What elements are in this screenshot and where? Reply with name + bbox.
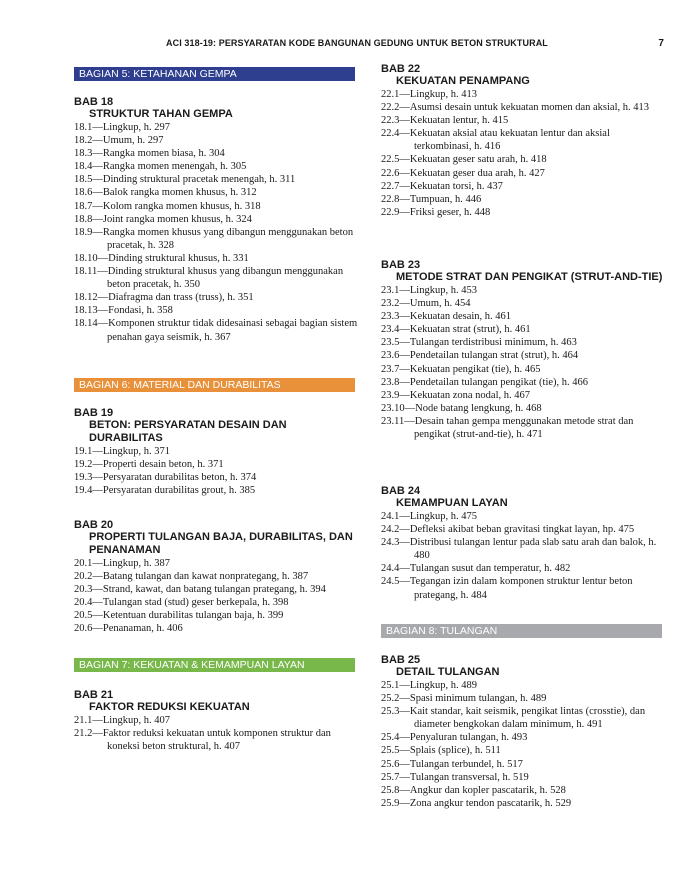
toc-entry[interactable]: 25.9—Zona angkur tendon pascatarik, h. 529 <box>381 797 572 809</box>
toc-entry[interactable]: 22.9—Friksi geser, h. 448 <box>381 206 491 218</box>
toc-list <box>381 679 666 810</box>
toc-list <box>381 88 666 219</box>
chapter-title: BETON: PERSYARATAN DESAIN DAN DURABILITAS <box>89 419 287 444</box>
section-header-part7: BAGIAN 7: KEKUATAN & KEMAMPUAN LAYAN <box>74 658 355 672</box>
toc-entry[interactable]: 25.6—Tulangan terbundel, h. 517 <box>381 758 523 770</box>
toc-list <box>74 445 359 497</box>
toc-entry[interactable]: 25.1—Lingkup, h. 489 <box>381 680 477 691</box>
toc-entry[interactable]: 23.11—Desain tahan gempa menggunakan metode strat dan pengikat (strut-and-tie), h. 471 <box>381 415 634 441</box>
toc-list <box>381 510 666 602</box>
toc-entry[interactable]: 21.1—Lingkup, h. 407 <box>74 715 170 726</box>
toc-entry[interactable]: 22.6—Kekuatan geser dua arah, h. 427 <box>381 167 545 179</box>
toc-entry[interactable]: 23.6—Pendetailan tulangan strat (strut), h. 464 <box>381 350 579 362</box>
toc-entry[interactable]: 22.2—Asumsi desain untuk kekuatan momen dan aksial, h. 413 <box>381 102 650 114</box>
toc-entry[interactable]: 23.5—Tulangan terdistribusi minimum, h. 463 <box>381 337 577 349</box>
toc-entry[interactable]: 25.3—Kait standar, kait seismik, pengikat lintas (crosstie), dan diameter bengkokan dalam minimum, h. 491 <box>381 706 646 731</box>
toc-entry[interactable]: 18.8—Joint rangka momen khusus, h. 324 <box>74 213 252 225</box>
chapter-19 <box>74 407 359 497</box>
chapter-number: BAB 22 <box>381 63 421 75</box>
chapter-22 <box>381 63 666 219</box>
toc-entry[interactable]: 18.12—Diafragma dan trass (truss), h. 351 <box>74 292 254 304</box>
chapter-number: BAB 21 <box>74 689 114 701</box>
toc-entry[interactable]: 22.1—Lingkup, h. 413 <box>381 89 477 100</box>
toc-entry[interactable]: 22.5—Kekuatan geser satu arah, h. 418 <box>381 154 547 166</box>
toc-entry[interactable]: 23.4—Kekuatan strat (strut), h. 461 <box>381 324 531 336</box>
section-header-part5: BAGIAN 5: KETAHANAN GEMPA <box>74 67 355 81</box>
toc-entry[interactable]: 20.4—Tulangan stad (stud) geser berkepala, h. 398 <box>74 597 289 609</box>
page-number: 7 <box>658 38 664 49</box>
chapter-23 <box>381 259 666 441</box>
toc-entry[interactable]: 22.8—Tumpuan, h. 446 <box>381 193 482 205</box>
toc-entry[interactable]: 25.5—Splais (splice), h. 511 <box>381 745 501 757</box>
chapter-number: BAB 19 <box>74 407 114 419</box>
chapter-title: DETAIL TULANGAN <box>396 666 500 678</box>
document-title: ACI 318-19: PERSYARATAN KODE BANGUNAN GEDUNG UNTUK BETON STRUKTURAL <box>166 38 548 48</box>
toc-entry[interactable]: 19.4—Persyaratan durabilitas grout, h. 385 <box>74 485 256 497</box>
toc-entry[interactable]: 23.1—Lingkup, h. 453 <box>381 285 477 296</box>
toc-entry[interactable]: 23.3—Kekuatan desain, h. 461 <box>381 311 512 323</box>
chapter-number: BAB 18 <box>74 96 114 108</box>
toc-entry[interactable]: 21.2—Faktor reduksi kekuatan untuk komponen struktur dan koneksi beton struktural, h. 407 <box>74 728 331 753</box>
toc-entry[interactable]: 19.3—Persyaratan durabilitas beton, h. 374 <box>74 472 257 484</box>
toc-entry[interactable]: 23.10—Node batang lengkung, h. 468 <box>381 402 542 414</box>
section-header-part8: BAGIAN 8: TULANGAN <box>381 624 662 638</box>
toc-entry[interactable]: 24.4—Tulangan susut dan temperatur, h. 482 <box>381 563 571 575</box>
toc-entry[interactable]: 22.7—Kekuatan torsi, h. 437 <box>381 180 503 192</box>
toc-entry[interactable]: 23.7—Kekuatan pengikat (tie), h. 465 <box>381 363 541 375</box>
toc-entry[interactable]: 24.3—Distribusi tulangan lentur pada slab satu arah dan balok, h. 480 <box>381 537 657 562</box>
toc-entry[interactable]: 20.6—Penanaman, h. 406 <box>74 623 183 635</box>
section-header-part6: BAGIAN 6: MATERIAL DAN DURABILITAS <box>74 378 355 392</box>
toc-entry[interactable]: 18.3—Rangka momen biasa, h. 304 <box>74 148 225 160</box>
toc-entry[interactable]: 18.7—Kolom rangka momen khusus, h. 318 <box>74 200 261 212</box>
chapter-title: KEMAMPUAN LAYAN <box>396 497 508 509</box>
toc-entry[interactable]: 20.5—Ketentuan durabilitas tulangan baja, h. 399 <box>74 610 284 622</box>
chapter-number: BAB 24 <box>381 485 421 497</box>
toc-entry[interactable]: 18.6—Balok rangka momen khusus, h. 312 <box>74 187 257 199</box>
toc-entry[interactable]: 20.1—Lingkup, h. 387 <box>74 558 170 569</box>
toc-entry[interactable]: 18.10—Dinding struktural khusus, h. 331 <box>74 252 249 264</box>
toc-entry[interactable]: 19.2—Properti desain beton, h. 371 <box>74 459 224 471</box>
chapter-number: BAB 20 <box>74 519 114 531</box>
toc-entry[interactable]: 18.11—Dinding struktural khusus yang dibangun menggunakan beton pracetak, h. 350 <box>74 266 344 291</box>
chapter-24 <box>381 485 666 602</box>
toc-entry[interactable]: 25.7—Tulangan transversal, h. 519 <box>381 771 529 783</box>
chapter-title: FAKTOR REDUKSI KEKUATAN <box>89 701 250 713</box>
toc-entry[interactable]: 18.9—Rangka momen khusus yang dibangun menggunakan beton pracetak, h. 328 <box>74 226 354 251</box>
toc-entry[interactable]: 22.4—Kekuatan aksial atau kekuatan lentur dan aksial terkombinasi, h. 416 <box>381 128 610 153</box>
chapter-25 <box>381 654 666 810</box>
chapter-title: KEKUATAN PENAMPANG <box>396 75 530 87</box>
toc-list <box>74 714 359 753</box>
chapter-18 <box>74 96 359 344</box>
toc-entry[interactable]: 23.8—Pendetailan tulangan pengikat (tie), h. 466 <box>381 376 589 388</box>
toc-entry[interactable]: 24.5—Tegangan izin dalam komponen struktur lentur beton prategang, h. 484 <box>381 576 633 601</box>
toc-entry[interactable]: 23.9—Kekuatan zona nodal, h. 467 <box>381 389 531 401</box>
toc-entry[interactable]: 24.2—Defleksi akibat beban gravitasi tingkat layan, hp. 475 <box>381 524 635 536</box>
toc-entry[interactable]: 25.8—Angkur dan kopler pascatarik, h. 528 <box>381 784 566 796</box>
toc-entry[interactable]: 18.1—Lingkup, h. 297 <box>74 122 170 133</box>
toc-entry[interactable]: 20.3—Strand, kawat, dan batang tulangan prategang, h. 394 <box>74 584 326 596</box>
running-header <box>74 38 664 52</box>
toc-entry[interactable]: 25.4—Penyaluran tulangan, h. 493 <box>381 732 528 744</box>
toc-entry[interactable]: 20.2—Batang tulangan dan kawat nonprategang, h. 387 <box>74 571 309 583</box>
chapter-title: METODE STRAT DAN PENGIKAT (STRUT-AND-TIE) <box>396 271 663 283</box>
toc-entry[interactable]: 23.2—Umum, h. 454 <box>381 298 471 310</box>
toc-entry[interactable]: 18.14—Komponen struktur tidak didesainasi sebagai bagian sistem penahan gaya seismik, h. 367 <box>74 318 358 343</box>
chapter-number: BAB 25 <box>381 654 421 666</box>
toc-entry[interactable]: 24.1—Lingkup, h. 475 <box>381 511 477 522</box>
chapter-title: STRUKTUR TAHAN GEMPA <box>89 108 233 120</box>
toc-entry[interactable]: 19.1—Lingkup, h. 371 <box>74 446 170 457</box>
toc-list <box>381 284 666 441</box>
toc-list <box>74 557 359 636</box>
toc-entry[interactable]: 25.2—Spasi minimum tulangan, h. 489 <box>381 693 547 705</box>
toc-entry[interactable]: 18.2—Umum, h. 297 <box>74 135 164 147</box>
toc-list <box>74 121 359 344</box>
toc-entry[interactable]: 18.13—Fondasi, h. 358 <box>74 305 173 317</box>
chapter-title: PROPERTI TULANGAN BAJA, DURABILITAS, DAN PENANAMAN <box>89 531 353 556</box>
toc-entry[interactable]: 22.3—Kekuatan lentur, h. 415 <box>381 115 509 127</box>
toc-entry[interactable]: 18.4—Rangka momen menengah, h. 305 <box>74 161 247 173</box>
chapter-number: BAB 23 <box>381 259 421 271</box>
chapter-20 <box>74 519 359 636</box>
toc-entry[interactable]: 18.5—Dinding struktural pracetak menengah, h. 311 <box>74 174 296 186</box>
chapter-21 <box>74 689 359 753</box>
